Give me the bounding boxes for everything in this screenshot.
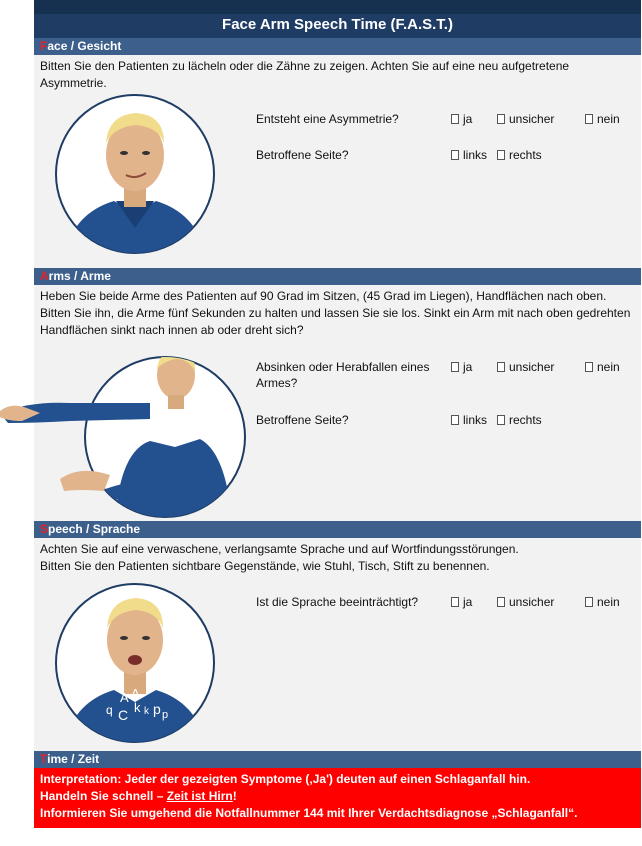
heading-text: ace / Gesicht [47,39,122,53]
section-time [34,768,641,828]
section-heading-speech [34,521,641,538]
checkbox-icon [451,597,459,607]
arms-description [40,288,635,339]
question-arm-side: Betroffene Seite? [256,413,349,427]
speech-letter: k [144,706,149,717]
checkbox-icon [451,114,459,124]
face-description [40,58,635,92]
time-call-emergency: Informieren Sie umgehend die Notfallnummer 144 mit Ihrer Verdachtsdiagnose „Schlaganfall“. [40,806,578,820]
heading-text: rms / Arme [48,269,111,283]
checkbox-arms-ja[interactable]: ja [451,359,472,375]
speech-letter: A [131,686,140,701]
question-speech: Ist die Sprache beeinträchtigt? [256,595,419,609]
page-title: Face Arm Speech Time (F.A.S.T.) [222,16,453,33]
checkbox-icon [585,597,593,607]
checkbox-icon [585,362,593,372]
speech-letter: p [162,709,169,721]
checkbox-icon [497,415,505,425]
checkbox-arms-nein[interactable]: nein [585,359,620,375]
section-heading-arms [34,268,641,285]
heading-initial: F [40,39,48,53]
speech-letter: p [153,701,161,717]
fast-form [34,0,641,828]
speech-description-text-1: Achten Sie auf eine verwaschene, verlangsamte Sprache und auf Wortfindungsstörungen. [40,542,519,556]
checkbox-asymmetry-nein[interactable]: nein [585,111,620,127]
checkbox-icon [497,597,505,607]
checkbox-arms-unsicher[interactable]: unsicher [497,359,554,375]
speech-letter: A [120,690,129,705]
question-face-side: Betroffene Seite? [256,148,349,162]
checkbox-face-links[interactable]: links [451,147,487,163]
checkbox-icon [497,150,505,160]
section-speech [34,538,641,751]
section-arms [34,285,641,521]
checkbox-icon [451,362,459,372]
section-heading-face [34,38,641,55]
checkbox-icon [497,362,505,372]
checkbox-face-rechts[interactable]: rechts [497,147,542,163]
speech-letter: C [118,707,129,723]
arms-description-text-1: Heben Sie beide Arme des Patienten auf 90 Grad im Sitzen, (45 Grad im Liegen), Handflächen nach oben. [40,289,607,303]
heading-text: peech / Sprache [48,522,141,536]
question-asymmetry: Entsteht eine Asymmetrie? [256,112,399,126]
speech-description [40,541,635,575]
heading-text: ime / Zeit [47,752,100,766]
checkbox-arms-rechts[interactable]: rechts [497,412,542,428]
checkbox-asymmetry-ja[interactable]: ja [451,111,472,127]
section-heading-time [34,751,641,768]
checkbox-icon [585,114,593,124]
heading-initial: A [40,269,49,283]
arms-patient-icon [0,341,250,521]
speech-patient-icon [54,582,216,744]
speech-letter: q [106,703,113,717]
time-interpretation: Interpretation: Jeder der gezeigten Symptome (‚Ja') deuten auf einen Schlaganfall hin. [40,772,531,786]
heading-initial: T [40,752,48,766]
face-patient-icon [54,93,216,255]
time-act-fast: Handeln Sie schnell – Zeit ist Hirn! [40,789,237,803]
question-arm-drift: Absinken oder Herabfallen eines Armes? [256,360,430,390]
face-description-text: Bitten Sie den Patienten zu lächeln oder die Zähne zu zeigen. Achten Sie auf eine neu aufgetretene Asymmetrie. [40,59,570,90]
checkbox-speech-unsicher[interactable]: unsicher [497,594,554,610]
checkbox-icon [451,415,459,425]
checkbox-icon [497,114,505,124]
time-is-brain: Zeit ist Hirn [166,789,233,803]
arms-description-text-2: Bitten Sie ihn, die Arme fünf Sekunden zu halten und lassen Sie sie los. Sinkt ein Arm mit nach oben gedrehten Handflächen sinkt nach innen ab oder dreht sich? [40,306,631,337]
speech-description-text-2: Bitten Sie den Patienten sichtbare Gegenstände, wie Stuhl, Tisch, Stift zu benennen. [40,559,490,573]
checkbox-speech-nein[interactable]: nein [585,594,620,610]
checkbox-asymmetry-unsicher[interactable]: unsicher [497,111,554,127]
title-bar [34,0,641,38]
checkbox-speech-ja[interactable]: ja [451,594,472,610]
speech-letter: k [134,700,141,715]
section-face [34,55,641,268]
checkbox-arms-links[interactable]: links [451,412,487,428]
heading-initial: S [40,522,49,536]
checkbox-icon [451,150,459,160]
